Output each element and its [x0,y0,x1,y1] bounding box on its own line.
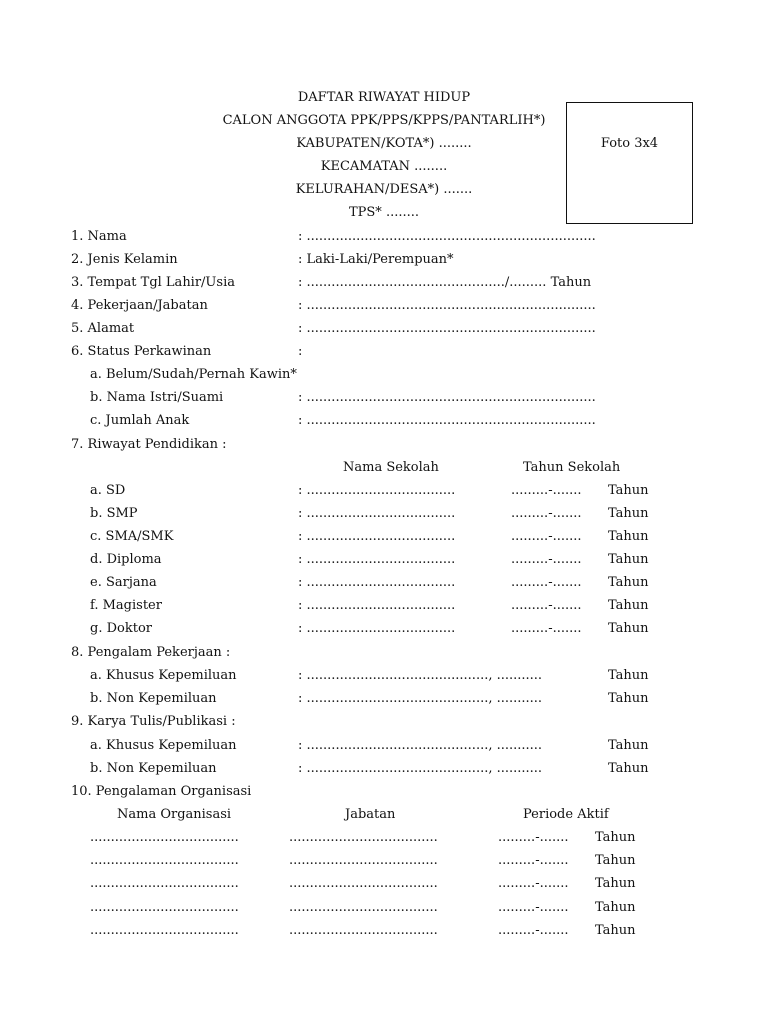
pendidikan-label: d. Diploma [90,552,162,567]
heading-pendidikan: 7. Riwayat Pendidikan : [71,437,227,452]
karya-label: b. Non Kepemiluan [90,761,217,776]
value-nama-pasangan: : ...................................................................... [298,390,596,405]
label-nama: 1. Nama [71,229,127,244]
heading-karya-tulis: 9. Karya Tulis/Publikasi : [71,714,236,729]
col-periode-aktif: Periode Aktif [523,807,609,822]
pendidikan-year-dots: .........-....... [511,552,582,567]
organisasi-tahun: Tahun [595,853,636,868]
pendidikan-dots: : .................................... [298,529,456,544]
pendidikan-label: e. Sarjana [90,575,157,590]
form-title: DAFTAR RIWAYAT HIDUP [297,90,471,105]
value-jenis-kelamin: : Laki-Laki/Perempuan* [298,252,454,267]
pendidikan-dots: : .................................... [298,598,456,613]
pekerjaan-dots: : ............................................, ........... [298,691,543,706]
periode-dots: .........-....... [498,876,569,891]
organisasi-tahun: Tahun [595,830,636,845]
pendidikan-tahun: Tahun [608,529,649,544]
periode-dots: .........-....... [498,853,569,868]
photo-placeholder [566,102,693,224]
jabatan-dots: .................................... [289,853,438,868]
pekerjaan-dots: : ............................................, ........... [298,668,543,683]
pekerjaan-label: a. Khusus Kepemiluan [90,668,237,683]
karya-label: a. Khusus Kepemiluan [90,738,237,753]
col-nama-sekolah: Nama Sekolah [343,460,439,475]
pendidikan-label: b. SMP [90,506,138,521]
label-status-a: a. Belum/Sudah/Pernah Kawin* [90,367,297,382]
header-line-kabupaten: KABUPATEN/KOTA*) ........ [296,136,472,151]
pendidikan-label: f. Magister [90,598,162,613]
pendidikan-tahun: Tahun [608,506,649,521]
pendidikan-year-dots: .........-....... [511,529,582,544]
organisasi-dots: .................................... [90,876,239,891]
heading-organisasi: 10. Pengalaman Organisasi [71,784,252,799]
organisasi-tahun: Tahun [595,876,636,891]
value-jumlah-anak: : ...................................................................... [298,413,596,428]
organisasi-dots: .................................... [90,923,239,938]
value-alamat: : ...................................................................... [298,321,596,336]
label-nama-pasangan: b. Nama Istri/Suami [90,390,224,405]
pekerjaan-label: b. Non Kepemiluan [90,691,217,706]
periode-dots: .........-....... [498,923,569,938]
header-line-tps: TPS* ........ [348,205,419,220]
periode-dots: .........-....... [498,900,569,915]
pendidikan-label: a. SD [90,483,126,498]
value-ttl: : ................................................/......... Tahun [298,275,592,290]
col-tahun-sekolah: Tahun Sekolah [523,460,621,475]
pendidikan-tahun: Tahun [608,552,649,567]
header-line-position: CALON ANGGOTA PPK/PPS/KPPS/PANTARLIH*) [222,113,546,128]
karya-dots: : ............................................, ........... [298,761,543,776]
photo-label: Foto 3x4 [600,136,659,151]
col-jabatan: Jabatan [345,807,396,822]
value-status-perkawinan: : [298,344,303,359]
pendidikan-year-dots: .........-....... [511,621,582,636]
pendidikan-year-dots: .........-....... [511,598,582,613]
label-jumlah-anak: c. Jumlah Anak [90,413,190,428]
karya-dots: : ............................................, ........... [298,738,543,753]
pendidikan-year-dots: .........-....... [511,575,582,590]
jabatan-dots: .................................... [289,923,438,938]
pendidikan-year-dots: .........-....... [511,483,582,498]
pekerjaan-tahun: Tahun [608,691,649,706]
pendidikan-dots: : .................................... [298,483,456,498]
pendidikan-year-dots: .........-....... [511,506,582,521]
col-nama-organisasi: Nama Organisasi [117,807,232,822]
karya-tahun: Tahun [608,738,649,753]
organisasi-tahun: Tahun [595,900,636,915]
jabatan-dots: .................................... [289,900,438,915]
label-jenis-kelamin: 2. Jenis Kelamin [71,252,178,267]
organisasi-dots: .................................... [90,900,239,915]
pendidikan-dots: : .................................... [298,575,456,590]
label-pekerjaan: 4. Pekerjaan/Jabatan [71,298,208,313]
heading-pengalaman-pekerjaan: 8. Pengalam Pekerjaan : [71,645,231,660]
pendidikan-dots: : .................................... [298,552,456,567]
value-nama: : ...................................................................... [298,229,596,244]
header-line-kelurahan: KELURAHAN/DESA*) ....... [295,182,473,197]
pendidikan-tahun: Tahun [608,575,649,590]
jabatan-dots: .................................... [289,876,438,891]
pendidikan-tahun: Tahun [608,621,649,636]
organisasi-dots: .................................... [90,830,239,845]
organisasi-dots: .................................... [90,853,239,868]
label-alamat: 5. Alamat [71,321,135,336]
label-status-perkawinan: 6. Status Perkawinan [71,344,212,359]
karya-tahun: Tahun [608,761,649,776]
pendidikan-tahun: Tahun [608,483,649,498]
jabatan-dots: .................................... [289,830,438,845]
organisasi-tahun: Tahun [595,923,636,938]
label-ttl: 3. Tempat Tgl Lahir/Usia [71,275,235,290]
pendidikan-dots: : .................................... [298,506,456,521]
periode-dots: .........-....... [498,830,569,845]
pendidikan-label: g. Doktor [90,621,152,636]
header-line-kecamatan: KECAMATAN ........ [320,159,448,174]
value-pekerjaan: : ...................................................................... [298,298,596,313]
pendidikan-tahun: Tahun [608,598,649,613]
pendidikan-dots: : .................................... [298,621,456,636]
pekerjaan-tahun: Tahun [608,668,649,683]
pendidikan-label: c. SMA/SMK [90,529,174,544]
